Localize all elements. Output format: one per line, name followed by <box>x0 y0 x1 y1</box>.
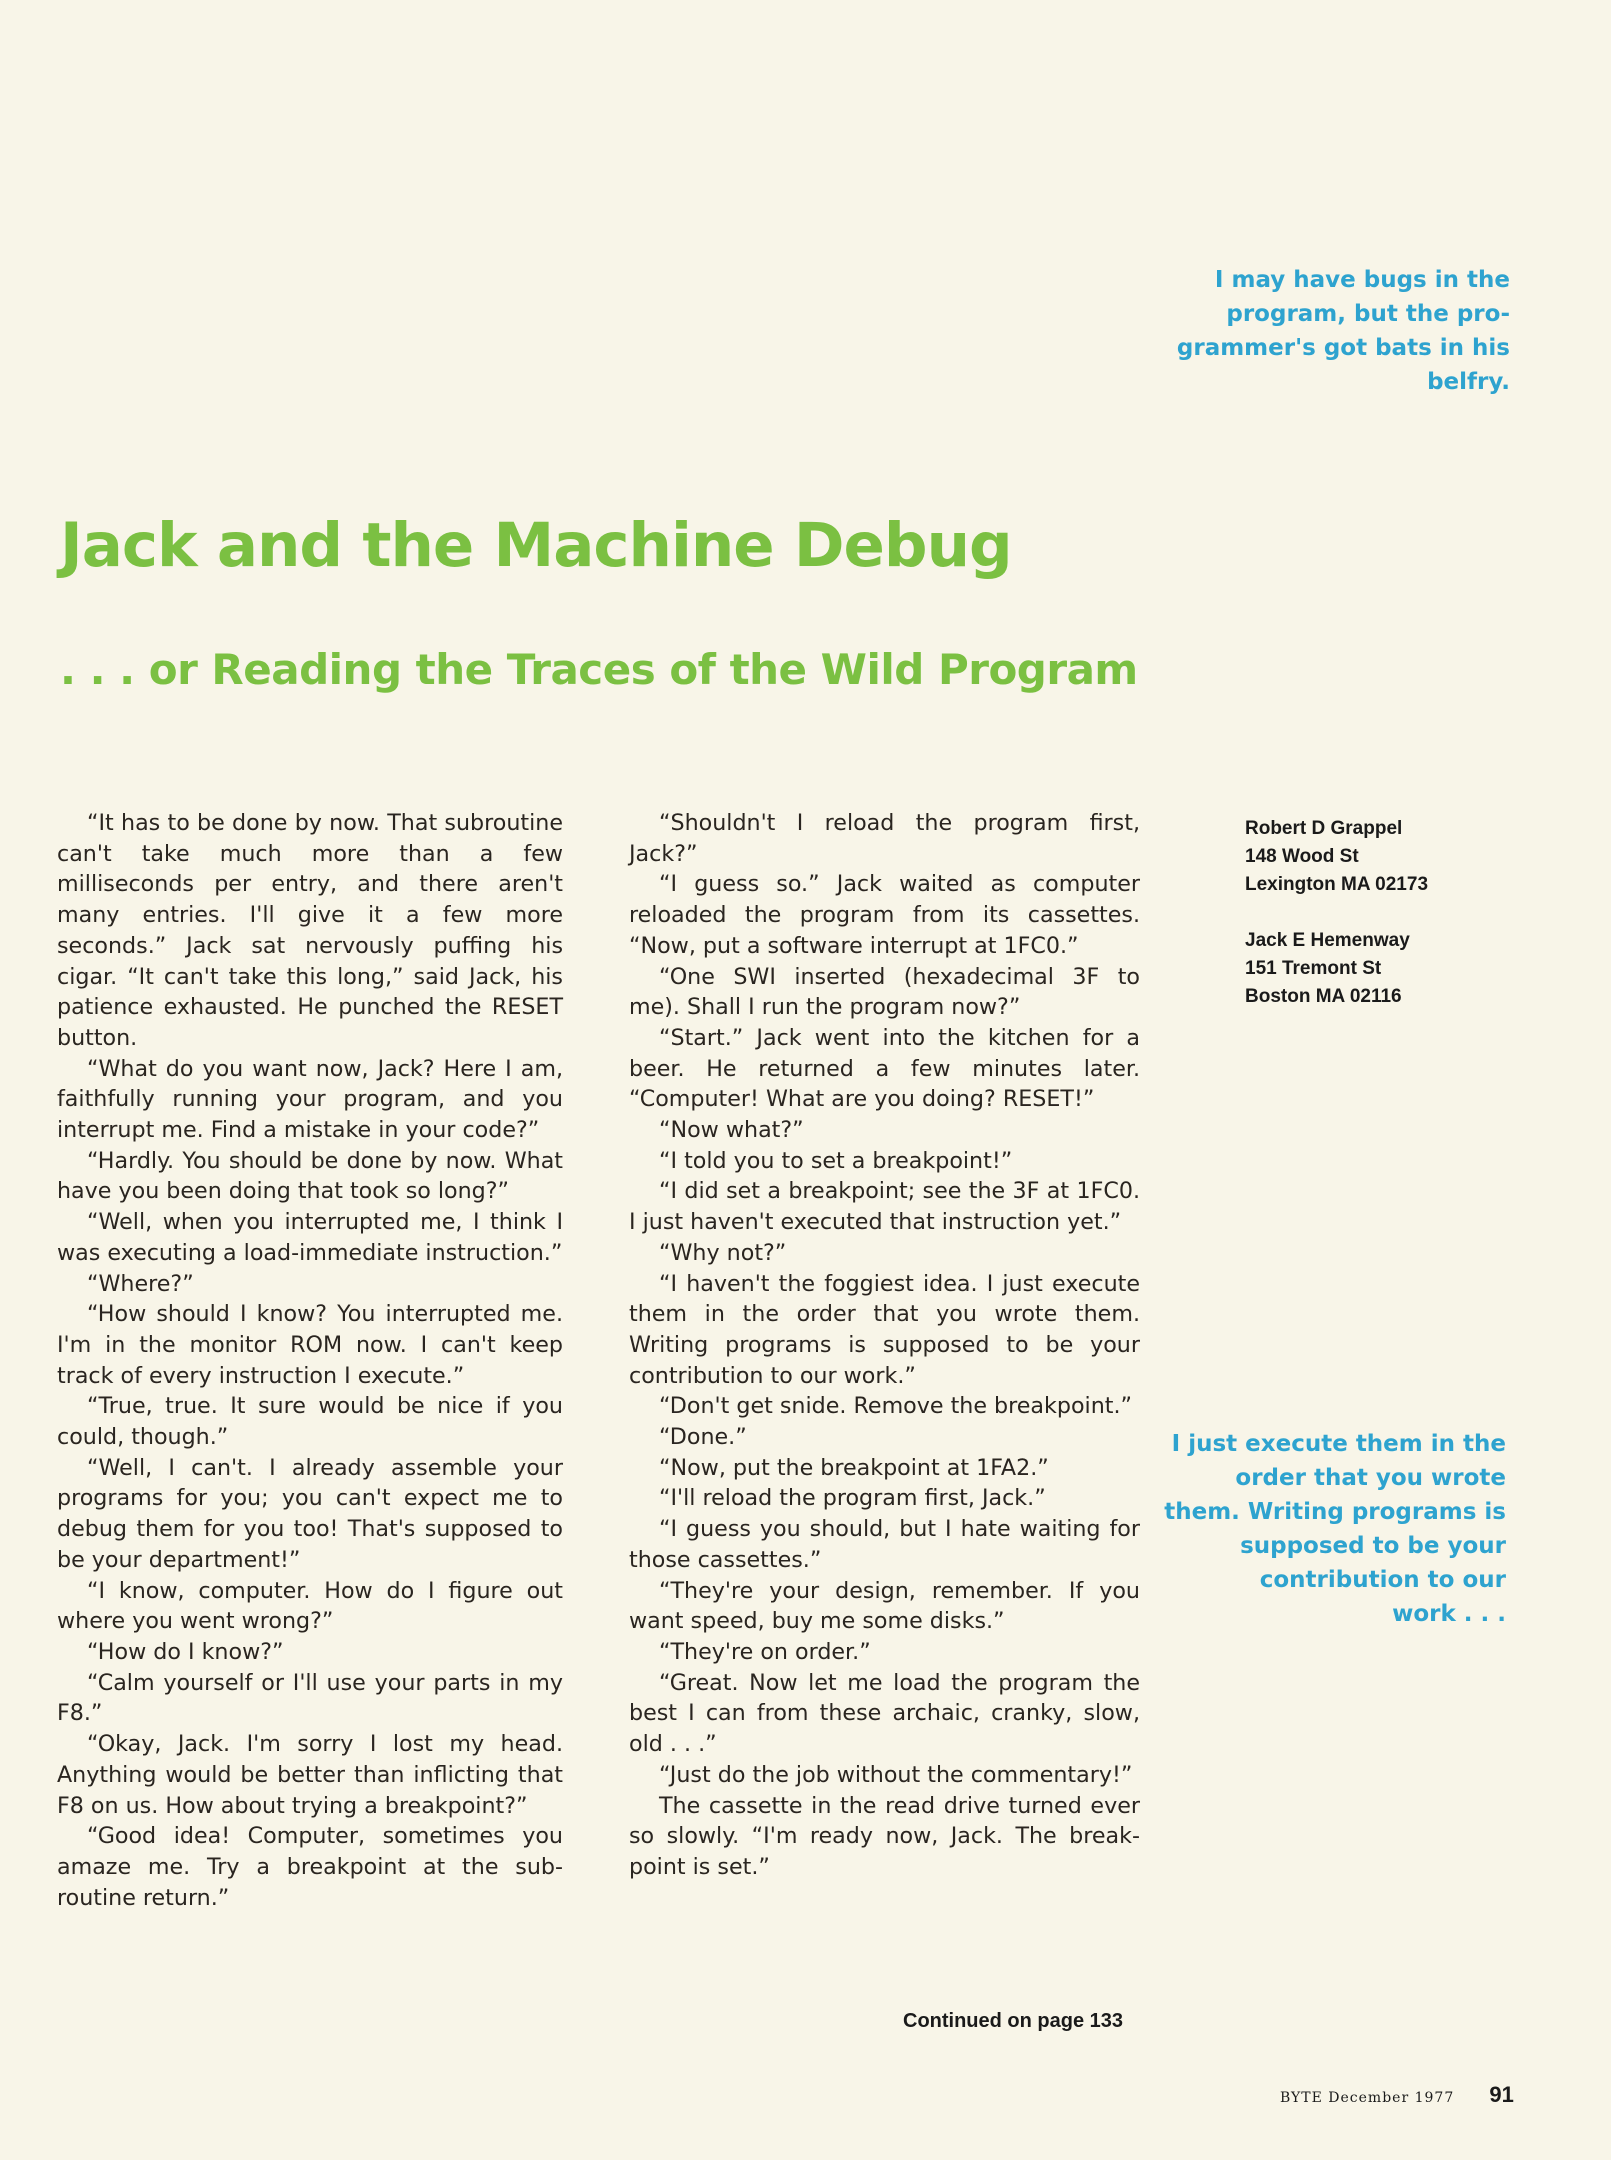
paragraph: “They're your design, remember. If you want speed, buy me some disks.” <box>629 1577 1140 1635</box>
article-column-2 <box>629 808 1140 1883</box>
pull-quote-line: them. Writing programs is <box>1164 1499 1506 1525</box>
continued-note: Continued on page 133 <box>903 2010 1124 2032</box>
pull-quote-top <box>1160 263 1510 399</box>
pull-quote-line: belfry. <box>1427 369 1510 395</box>
paragraph: “It has to be done by now. That subroutine can't take much more than a few milliseconds per entry, and there aren't many entries. I'll give it a few more seconds.” Jack sat nervously puffing his cigar. “It can't take this long,” said Jack, his patience exhausted. He punched the RESET button. <box>57 810 563 1051</box>
author-street: 148 Wood St <box>1245 846 1359 867</box>
paragraph: “I haven't the foggiest idea. I just execute them in the order that you wrote them. Writing programs is supposed to be your contribution to our work.” <box>629 1270 1140 1389</box>
pull-quote-line: program, but the pro- <box>1226 301 1510 327</box>
paragraph: “Hardly. You should be done by now. What have you been doing that took so long?” <box>57 1147 563 1205</box>
author-name: Robert D Grappel <box>1245 818 1403 839</box>
pull-quote-line: I may have bugs in the <box>1214 267 1510 293</box>
paragraph: “Where?” <box>87 1270 194 1297</box>
paragraph: “Calm yourself or I'll use your parts in my F8.” <box>57 1669 563 1727</box>
author-city: Lexington MA 02173 <box>1245 874 1429 895</box>
pull-quote-line: I just execute them in the <box>1171 1431 1506 1457</box>
author-name: Jack E Hemenway <box>1245 930 1410 951</box>
paragraph: “Now what?” <box>659 1117 804 1144</box>
pull-quote-line: grammer's got bats in his <box>1176 335 1510 361</box>
article-title: Jack and the Machine Debug <box>60 510 1012 581</box>
paragraph: “Just do the job without the commentary!” <box>659 1761 1133 1788</box>
paragraph: “Why not?” <box>659 1239 787 1266</box>
page-number: 91 <box>1489 2082 1514 2107</box>
paragraph: The cassette in the read drive turned ever so slowly. “I'm ready now, Jack. The breakpoint is set.” <box>629 1792 1140 1880</box>
paragraph: “I did set a breakpoint; see the 3F at 1FC0. I just haven't executed that instruction yet.” <box>629 1178 1140 1236</box>
paragraph: “I know, computer. How do I figure out where you went wrong?” <box>57 1577 563 1635</box>
pull-quote-line: order that you wrote <box>1235 1465 1506 1491</box>
pull-quote-line: contribution to our <box>1259 1567 1506 1593</box>
paragraph: “Great. Now let me load the program the best I can from these archaic, cranky, slow, old . . .” <box>629 1669 1140 1758</box>
paragraph: “Okay, Jack. I'm sorry I lost my head. Anything would be better than inflicting that F8 on us. How about trying a breakpoint?” <box>57 1731 563 1819</box>
paragraph: “Now, put the breakpoint at 1FA2.” <box>659 1454 1049 1481</box>
paragraph: “Don't get snide. Remove the breakpoint.” <box>659 1393 1132 1420</box>
paragraph: “I'll reload the program first, Jack.” <box>659 1485 1046 1512</box>
author-street: 151 Tremont St <box>1245 958 1382 979</box>
paragraph: “I guess you should, but I hate waiting for those cassettes.” <box>629 1516 1140 1573</box>
paragraph: “Start.” Jack went into the kitchen for a beer. He returned a few minutes later. “Computer! What are you doing? RESET!” <box>629 1024 1140 1113</box>
article-subtitle: . . . or Reading the Traces of the Wild Program <box>60 645 1138 694</box>
paragraph: “Shouldn't I reload the program first, Jack?” <box>629 810 1140 867</box>
paragraph: “One SWI inserted (hexadecimal 3F to me). Shall I run the program now?” <box>629 963 1140 1021</box>
pull-quote-line: supposed to be your <box>1240 1533 1506 1559</box>
author-address-1 <box>1245 815 1428 899</box>
article-column-1 <box>57 808 563 1913</box>
pull-quote-middle <box>1160 1427 1506 1631</box>
paragraph: “They're on order.” <box>659 1638 871 1665</box>
paragraph: “How do I know?” <box>87 1638 284 1665</box>
paragraph: “How should I know? You interrupted me. I'm in the monitor ROM now. I can't keep track of every instruction I execute.” <box>57 1301 563 1389</box>
paragraph: “True, true. It sure would be nice if you could, though.” <box>57 1393 563 1451</box>
paragraph: “Good idea! Computer, sometimes you amaze me. Try a breakpoint at the subroutine return.” <box>57 1823 563 1911</box>
magazine-issue: BYTE December 1977 <box>1280 2090 1455 2106</box>
paragraph: “Done.” <box>659 1424 747 1451</box>
page-footer <box>1280 2082 1514 2108</box>
paragraph: “I told you to set a breakpoint!” <box>659 1147 1013 1174</box>
paragraph: “I guess so.” Jack waited as computer reloaded the program from its cassettes. “Now, put a software interrupt at 1FC0.” <box>629 871 1140 959</box>
paragraph: “Well, when you interrupted me, I think I was executing a load-immediate instruction.” <box>57 1209 563 1266</box>
pull-quote-line: work . . . <box>1392 1601 1506 1627</box>
paragraph: “What do you want now, Jack? Here I am, faithfully running your program, and you interrupt me. Find a mistake in your code?” <box>57 1055 563 1144</box>
author-city: Boston MA 02116 <box>1245 986 1402 1007</box>
author-address-2 <box>1245 927 1410 1011</box>
paragraph: “Well, I can't. I already assemble your programs for you; you can't expect me to debug them for you too! That's supposed to be your department!” <box>57 1454 563 1573</box>
